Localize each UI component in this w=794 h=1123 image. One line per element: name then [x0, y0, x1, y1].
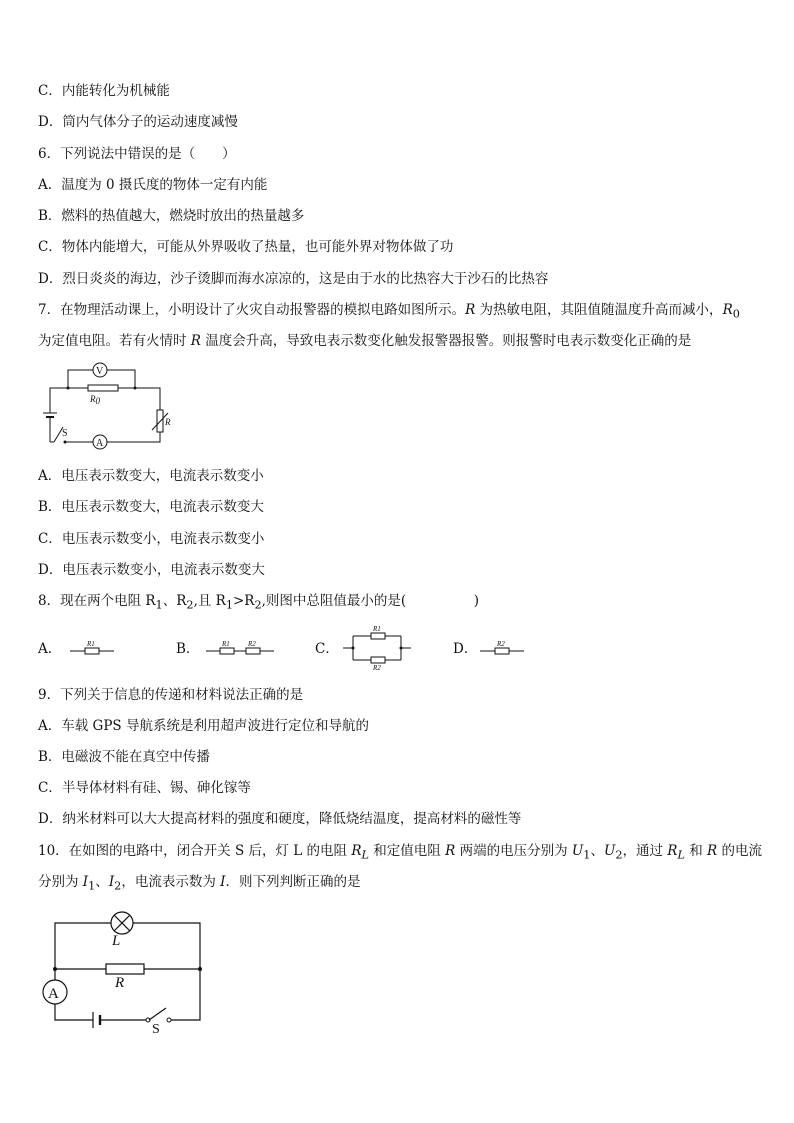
q5-option-c: C．内能转化为机械能: [38, 83, 170, 99]
q9-option-d: D．纳米材料可以大大提高材料的强度和硬度，降低烧结温度，提高材料的磁性等: [38, 811, 522, 827]
q8-figure-d: [480, 637, 525, 659]
svg-text:R1: R1: [373, 625, 381, 633]
q6-option-d: D．烈日炎炎的海边，沙子烫脚而海水凉凉的，这是由于水的比热容大于沙石的比热容: [38, 271, 549, 287]
svg-text:R0: R0: [90, 394, 100, 406]
q8-option-b-label: B．: [176, 641, 200, 657]
svg-text:R: R: [115, 975, 125, 991]
q6-option-c: C．物体内能增大，可能从外界吸收了热量，也可能外界对物体做了功: [38, 239, 454, 255]
svg-text:R2: R2: [497, 640, 505, 648]
svg-text:A: A: [96, 438, 104, 449]
svg-text:R2: R2: [373, 664, 381, 672]
q7-stem-line1: 7．在物理活动课上，小明设计了火灾自动报警器的模拟电路如图所示。R 为热敏电阻，其阻值随温度升高而减小，$R_0$: [38, 302, 740, 321]
q7-option-b: B．电压表示数变大，电流表示数变大: [38, 499, 264, 515]
q8-stem: 8．现在两个电阻 $R_1$、$R_2$,且 $R_1>R_2$,则图中总阻值最小的是( ): [38, 593, 479, 612]
q10-stem-line1: 10．在如图的电路中，闭合开关 S 后，灯 L 的电阻 $R_L$ 和定值电阻 R 两端的电压分别为 $U_1$、$U_2$，通过 $R_L$ 和 R 的电流: [38, 843, 763, 862]
q9-option-c: C．半导体材料有硅、锡、砷化镓等: [38, 780, 251, 796]
q6-option-a: A．温度为 0 摄氏度的物体一定有内能: [38, 177, 268, 193]
svg-text:R2: R2: [248, 640, 256, 648]
q7-stem-line2: 为定值电阻。若有火情时 R 温度会升高，导致电表示数变化触发报警器报警。则报警时电表示数变化正确的是: [38, 333, 692, 349]
q8-figure-a: [70, 637, 115, 659]
svg-text:S: S: [152, 1022, 160, 1037]
svg-text:R1: R1: [222, 640, 230, 648]
svg-text:R: R: [165, 417, 171, 427]
q5-option-d: D．筒内气体分子的运动速度减慢: [38, 114, 238, 130]
q6-stem: 6．下列说法中错误的是（ ）: [38, 146, 236, 162]
q9-option-b: B．电磁波不能在真空中传播: [38, 749, 210, 765]
q10-circuit-diagram: [38, 908, 213, 1037]
q9-option-a: A．车载 GPS 导航系统是利用超声波进行定位和导航的: [38, 718, 369, 734]
q8-option-c-label: C．: [315, 641, 339, 657]
resistor-r: [106, 964, 144, 974]
q8-option-d-label: D．: [453, 641, 478, 657]
q7-option-c: C．电压表示数变小，电流表示数变小: [38, 531, 265, 547]
q8-option-a-label: A．: [38, 641, 62, 657]
svg-text:S: S: [62, 428, 68, 439]
svg-text:L: L: [112, 933, 121, 949]
q7-option-a: A．电压表示数变大，电流表示数变小: [38, 468, 264, 484]
q7-option-d: D．电压表示数变小，电流表示数变大: [38, 562, 265, 578]
svg-text:V: V: [96, 366, 104, 377]
q9-stem: 9．下列关于信息的传递和材料说法正确的是: [38, 687, 304, 703]
q8-figure-c: [343, 623, 413, 671]
q10-stem-line2: 分别为 $I_1$、$I_2$，电流表示数为 I．则下列判断正确的是: [38, 874, 361, 893]
svg-text:R1: R1: [87, 640, 95, 648]
resistor-r0: [88, 385, 118, 391]
q7-circuit-diagram: [40, 358, 180, 453]
svg-text:A: A: [48, 986, 59, 1002]
q6-option-b: B．燃料的热值越大，燃烧时放出的热量越多: [38, 208, 305, 224]
q8-figure-b: [206, 637, 276, 659]
